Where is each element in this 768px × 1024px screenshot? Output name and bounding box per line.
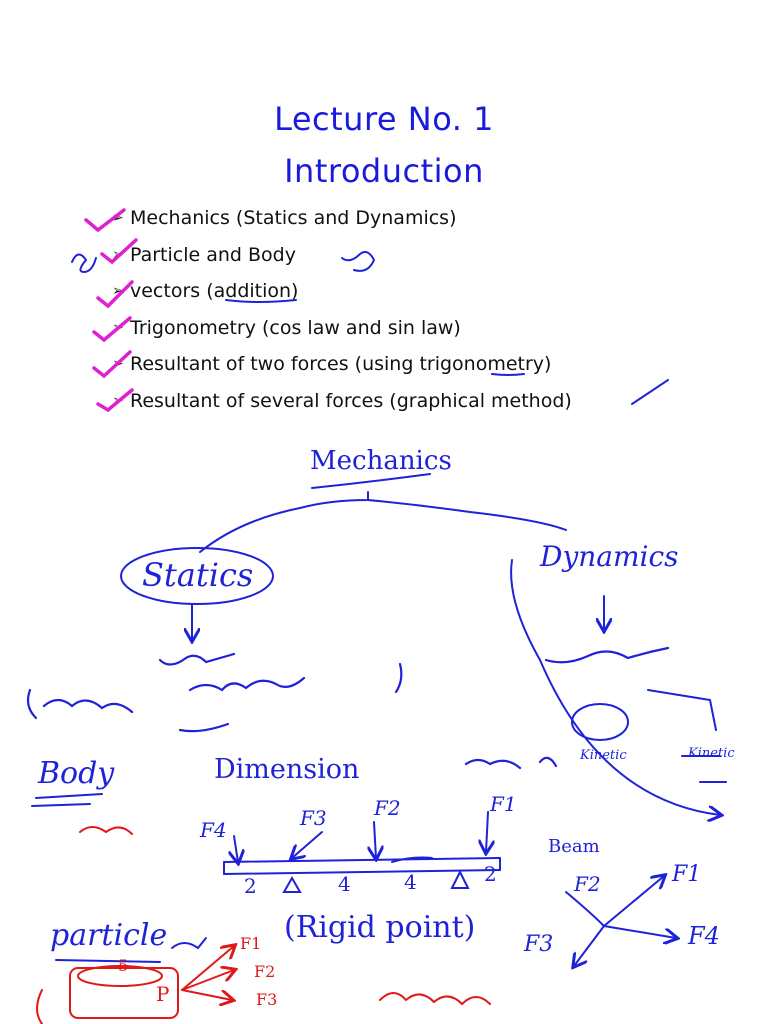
beam-dimension: 2 [484, 862, 497, 886]
topic-item: ➢ vectors (addition) [112, 280, 299, 303]
particle-box-number: 5 [118, 956, 129, 975]
beam-force-f1: F1 [672, 862, 702, 887]
rigid-point-label: (Rigid point) [284, 910, 476, 945]
beam-force-f2: F2 [574, 872, 601, 896]
particle-force-f2: F2 [254, 962, 276, 981]
force-label-f1: F1 [490, 792, 517, 816]
mechanics-label: Mechanics [310, 446, 452, 476]
force-label-f3: F3 [300, 806, 327, 830]
arrow-icon: ➢ [112, 283, 124, 300]
beam-force-f4: F4 [688, 922, 720, 950]
check-icon [86, 210, 124, 230]
particle-force-f1: F1 [240, 934, 262, 953]
beam-dimension: 2 [244, 874, 257, 898]
force-label-f4: F4 [200, 818, 227, 842]
topic-item: ➢ Trigonometry (cos law and sin law) [112, 316, 461, 339]
topic-item: ➢ Resultant of several forces (graphical method) [112, 389, 572, 412]
beam-force-f3: F3 [524, 932, 554, 957]
check-icon [102, 240, 136, 262]
check-marks [86, 210, 136, 410]
dimension-label: Dimension [214, 754, 360, 785]
statics-label: Statics [142, 556, 254, 594]
arrow-icon: ➢ [112, 319, 124, 336]
body-label: Body [38, 756, 115, 791]
arrow-icon: ➢ [112, 392, 124, 409]
particle-force-f3: F3 [256, 990, 278, 1009]
force-label-f2: F2 [374, 796, 401, 820]
topic-item: ➢ Resultant of two forces (using trigonometry) [112, 353, 552, 376]
arrow-icon: ➢ [112, 210, 124, 227]
topic-item: ➢ Particle and Body [112, 243, 296, 266]
lecture-subtitle: Introduction [284, 152, 484, 190]
beam-dimension: 4 [404, 870, 417, 894]
particle-label: particle [50, 918, 168, 953]
check-icon [98, 390, 132, 410]
kinematic-label: Kinetic [688, 746, 735, 761]
beam-dimension: 4 [338, 872, 351, 896]
arrow-icon: ➢ [112, 356, 124, 373]
check-icon [98, 282, 132, 306]
lecture-title: Lecture No. 1 [274, 100, 494, 138]
check-icon [94, 318, 130, 340]
kinetic-label: Kinetic [580, 748, 627, 763]
beam-label: Beam [548, 836, 600, 857]
particle-point-label: P [156, 982, 170, 1006]
topic-item: ➢ Mechanics (Statics and Dynamics) [112, 207, 457, 230]
dynamics-label: Dynamics [540, 540, 679, 573]
check-icon [94, 352, 130, 376]
arrow-icon: ➢ [112, 246, 124, 263]
